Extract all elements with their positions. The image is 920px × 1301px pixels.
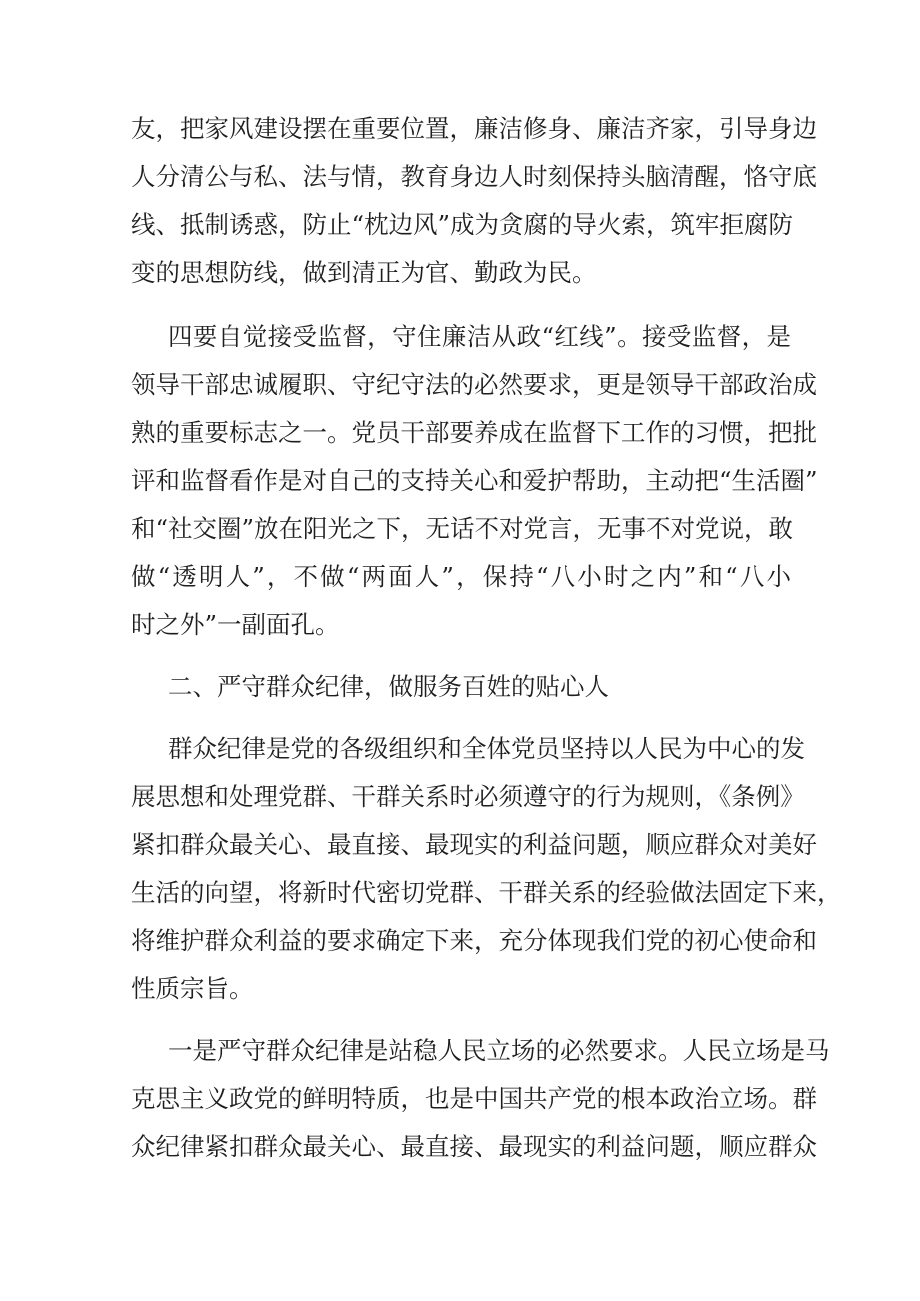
paragraph-2-line-2: 领导干部忠诚履职、守纪守法的必然要求，更是领导干部政治成 bbox=[131, 370, 817, 399]
paragraph-2-line-5: 和“社交圈”放在阳光之下，无话不对党言，无事不对党说，敢 bbox=[131, 514, 794, 543]
paragraph-1-line-4: 变的思想防线，做到清正为官、勤政为民。 bbox=[131, 258, 597, 287]
paragraph-2-line-6: 做“透明人”，不做“两面人”，保持“八小时之内”和“八小 bbox=[131, 562, 791, 591]
section-heading: 二、严守群众纪律，做服务百姓的贴心人 bbox=[168, 672, 609, 701]
paragraph-4-line-2: 克思主义政党的鲜明特质，也是中国共产党的根本政治立场。群 bbox=[131, 1084, 817, 1113]
paragraph-1-line-2: 人分清公与私、法与情，教育身边人时刻保持头脑清醒，恪守底 bbox=[131, 162, 817, 191]
paragraph-3-line-2: 展思想和处理党群、干群关系时必须遵守的行为规则，《条例》 bbox=[131, 782, 805, 811]
paragraph-1-line-3: 线、抵制诱惑，防止“枕边风”成为贪腐的导火索，筑牢拒腐防 bbox=[131, 210, 794, 239]
paragraph-2-line-7: 时之外”一副面孔。 bbox=[131, 610, 340, 639]
paragraph-3-line-4: 生活的向望，将新时代密切党群、干群关系的经验做法固定下来， bbox=[131, 878, 842, 907]
paragraph-2-line-1: 四要自觉接受监督，守住廉洁从政“红线”。接受监督，是 bbox=[168, 322, 791, 351]
paragraph-1-line-1: 友，把家风建设摆在重要位置，廉洁修身、廉洁齐家，引导身边 bbox=[131, 114, 817, 143]
paragraph-3-line-6: 性质宗旨。 bbox=[131, 974, 254, 1003]
paragraph-2-line-3: 熟的重要标志之一。党员干部要养成在监督下工作的习惯，把批 bbox=[131, 418, 817, 447]
paragraph-3-line-3: 紧扣群众最关心、最直接、最现实的利益问题，顺应群众对美好 bbox=[131, 830, 817, 859]
paragraph-4-line-3: 众纪律紧扣群众最关心、最直接、最现实的利益问题，顺应群众 bbox=[131, 1132, 817, 1161]
paragraph-3-line-1: 群众纪律是党的各级组织和全体党员坚持以人民为中心的发 bbox=[168, 734, 805, 763]
paragraph-3-line-5: 将维护群众利益的要求确定下来，充分体现我们党的初心使命和 bbox=[131, 926, 817, 955]
paragraph-2-line-4: 评和监督看作是对自己的支持关心和爱护帮助，主动把“生活圈” bbox=[131, 466, 818, 495]
paragraph-4-line-1: 一是严守群众纪律是站稳人民立场的必然要求。人民立场是马 bbox=[168, 1036, 830, 1065]
